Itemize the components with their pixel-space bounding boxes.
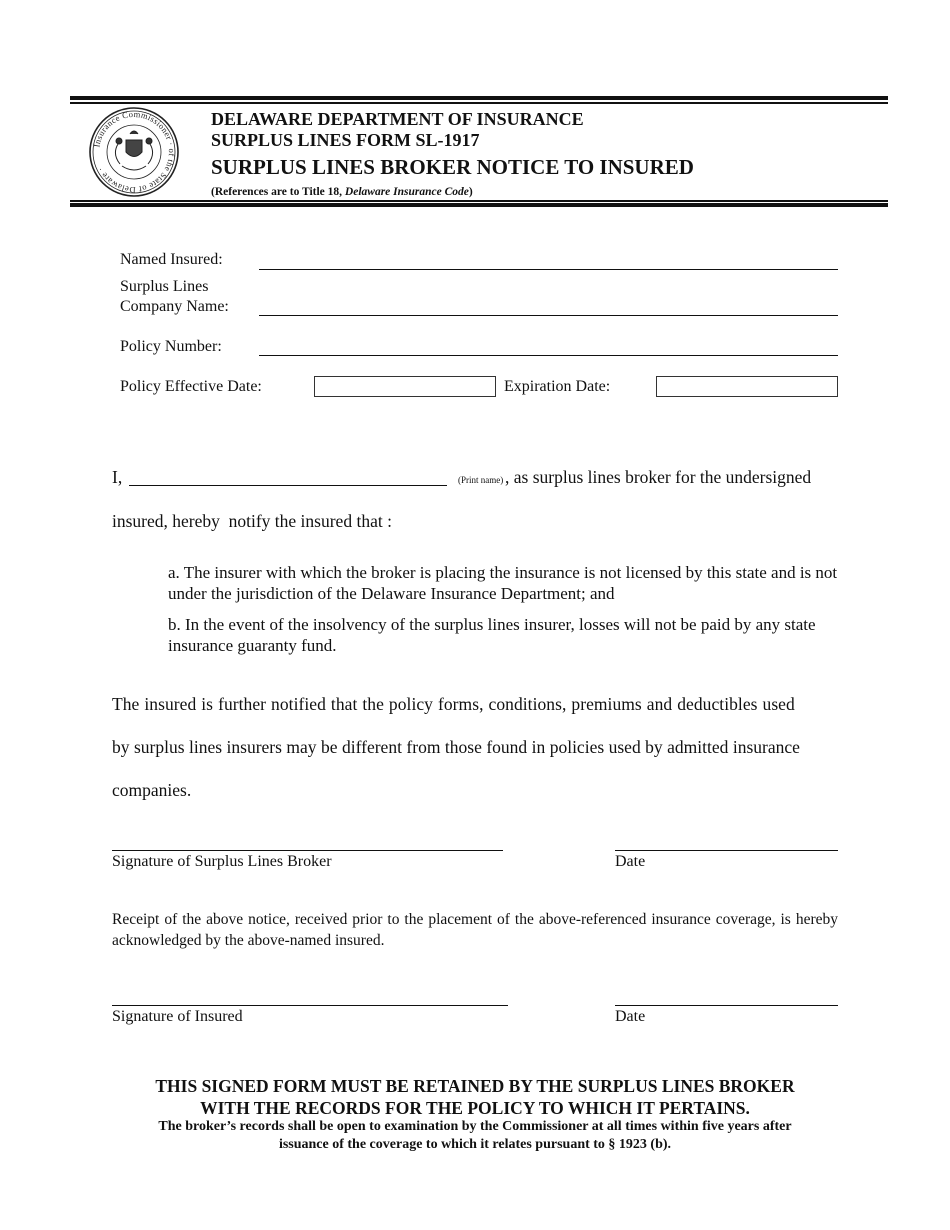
svg-text:Insurance Commissioner · of th: Insurance Commissioner · of the State of Delaware · [91, 108, 178, 196]
company-name-underline [259, 315, 838, 316]
records-note-line2: issuance of the coverage to which it relates pursuant to § 1923 (b). [278, 1137, 672, 1152]
effective-date-input[interactable] [314, 376, 496, 397]
named-insured-underline [259, 269, 838, 270]
named-insured-input[interactable] [259, 247, 838, 269]
code-reference [211, 186, 473, 198]
expiration-date-input[interactable] [656, 376, 838, 397]
insured-date-label: Date [615, 1008, 646, 1025]
notice-intro-prefix: I, [112, 467, 123, 487]
form-number: SURPLUS LINES FORM SL-1917 [211, 130, 480, 150]
header-bottom-rule-thick [70, 203, 888, 207]
further-notice-line2: by surplus lines insurers may be different from those found in policies used by admitted insurance [112, 737, 800, 757]
notice-item-b: b. In the event of the insolvency of the surplus lines insurer, losses will not be paid by any state insurance guaranty fund. [168, 615, 816, 655]
expiration-date-label: Expiration Date: [504, 378, 611, 395]
delaware-seal-logo [88, 106, 180, 198]
broker-print-name-underline [129, 485, 447, 486]
insured-signature-line[interactable] [112, 1005, 508, 1006]
code-reference-suffix: ) [468, 186, 473, 198]
policy-number-label: Policy Number: [120, 338, 222, 355]
effective-date-label: Policy Effective Date: [120, 378, 262, 395]
form-title: SURPLUS LINES BROKER NOTICE TO INSURED [211, 155, 694, 179]
insured-date-line[interactable] [615, 1005, 838, 1006]
named-insured-label: Named Insured: [120, 251, 223, 268]
further-notice-line3: companies. [112, 780, 192, 800]
notice-intro-suffix: , as surplus lines broker for the undersigned [505, 467, 812, 487]
broker-date-label: Date [615, 853, 646, 870]
notice-item-a: a. The insurer with which the broker is placing the insurance is not licensed by this state and is not under the jurisdiction of the Delaware Insurance Department; and [168, 563, 838, 603]
retention-warning-line2: WITH THE RECORDS FOR THE POLICY TO WHICH IT PERTAINS. [200, 1098, 750, 1118]
company-name-label-line1: Surplus Lines [120, 278, 209, 295]
broker-print-name-input[interactable] [129, 463, 447, 485]
retention-warning-line1: THIS SIGNED FORM MUST BE RETAINED BY THE SURPLUS LINES BROKER [155, 1076, 795, 1096]
broker-signature-label: Signature of Surplus Lines Broker [112, 853, 332, 870]
notice-intro-line2: insured, hereby notify the insured that : [112, 511, 392, 531]
policy-number-input[interactable] [259, 333, 838, 355]
broker-signature-line[interactable] [112, 850, 503, 851]
records-note-line1: The broker’s records shall be open to examination by the Commissioner at all times within five years after [158, 1119, 792, 1134]
code-reference-prefix: (References are to Title 18, [211, 186, 345, 198]
receipt-acknowledgement: Receipt of the above notice, received prior to the placement of the above-referenced insurance coverage, is hereby acknowledged by the above-named insured. [112, 911, 838, 949]
header-top-rule-thick [70, 96, 888, 100]
department-name: DELAWARE DEPARTMENT OF INSURANCE [211, 109, 584, 129]
insured-signature-label: Signature of Insured [112, 1008, 243, 1025]
code-reference-title: Delaware Insurance Code [344, 186, 469, 198]
further-notice-line1: The insured is further notified that the policy forms, conditions, premiums and deductibles used [112, 694, 795, 714]
print-name-hint: (Print name) [458, 475, 504, 485]
header-bottom-rule-thin [70, 200, 888, 202]
header-top-rule-thin [70, 102, 888, 104]
company-name-label-line2: Company Name: [120, 298, 229, 315]
broker-date-line[interactable] [615, 850, 838, 851]
policy-number-underline [259, 355, 838, 356]
company-name-input[interactable] [259, 293, 838, 315]
